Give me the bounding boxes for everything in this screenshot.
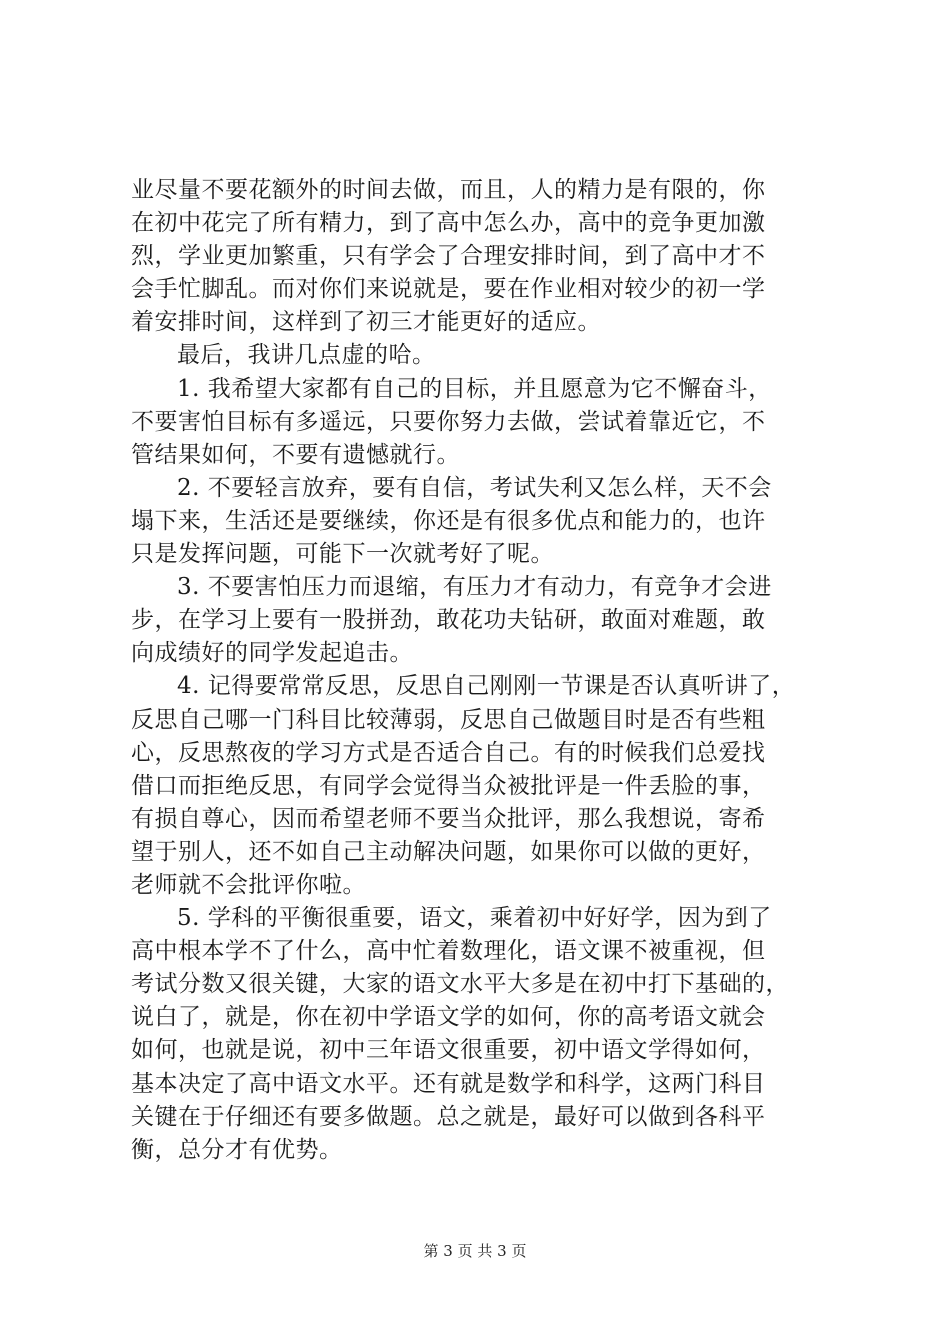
- text-line: 说白了，就是，你在初中学语文学的如何，你的高考语文就会: [131, 1004, 766, 1031]
- list-item-5-start: 5. 学科的平衡很重要，语文，乘着初中好好学，因为到了: [177, 905, 772, 932]
- text-line: 望于别人，还不如自己主动解决问题，如果你可以做的更好，: [131, 838, 766, 865]
- text-line: 管结果如何，不要有遗憾就行。: [131, 441, 460, 468]
- text-line: 如何，也就是说，初中三年语文很重要，初中语文学得如何，: [131, 1037, 766, 1064]
- list-item-3-start: 3. 不要害怕压力而退缩，有压力才有动力，有竞争才会进: [177, 574, 772, 601]
- text-line: 在初中花完了所有精力，到了高中怎么办，高中的竞争更加激: [131, 210, 766, 237]
- text-line: 关键在于仔细还有要多做题。总之就是，最好可以做到各科平: [131, 1103, 766, 1130]
- text-line: 烈，学业更加繁重，只有学会了合理安排时间，到了高中才不: [131, 243, 766, 270]
- text-line: 反思自己哪一门科目比较薄弱，反思自己做题目时是否有些粗: [131, 706, 766, 733]
- list-item-4-start: 4. 记得要常常反思，反思自己刚刚一节课是否认真听讲了，: [177, 673, 796, 700]
- page-footer: 第 3 页 共 3 页: [423, 1242, 527, 1260]
- text-line: 老师就不会批评你啦。: [131, 871, 366, 898]
- text-line: 会手忙脚乱。而对你们来说就是，要在作业相对较少的初一学: [131, 276, 766, 303]
- text-line: 着安排时间，这样到了初三才能更好的适应。: [131, 309, 601, 336]
- text-line: 塌下来，生活还是要继续，你还是有很多优点和能力的，也许: [131, 507, 766, 534]
- list-item-1-start: 1. 我希望大家都有自己的目标，并且愿意为它不懈奋斗，: [177, 375, 772, 402]
- text-line: 高中根本学不了什么，高中忙着数理化，语文课不被重视，但: [131, 938, 766, 965]
- text-line: 向成绩好的同学发起追击。: [131, 640, 413, 667]
- list-item-2-start: 2. 不要轻言放弃，要有自信，考试失利又怎么样，天不会: [177, 474, 772, 501]
- text-line: 不要害怕目标有多遥远，只要你努力去做，尝试着靠近它，不: [131, 408, 766, 435]
- text-line: 衡，总分才有优势。: [131, 1136, 343, 1163]
- text-line: 有损自尊心，因而希望老师不要当众批评，那么我想说，寄希: [131, 805, 766, 832]
- paragraph-start-line: 最后，我讲几点虚的哈。: [177, 342, 436, 369]
- text-line: 基本决定了高中语文水平。还有就是数学和科学，这两门科目: [131, 1070, 766, 1097]
- text-line: 业尽量不要花额外的时间去做，而且，人的精力是有限的，你: [131, 177, 766, 203]
- text-line: 考试分数又很关键，大家的语文水平大多是在初中打下基础的，: [131, 971, 789, 998]
- body-text: [131, 174, 827, 1167]
- text-line: 借口而拒绝反思，有同学会觉得当众被批评是一件丢脸的事，: [131, 772, 766, 799]
- text-line: 步，在学习上要有一股拼劲，敢花功夫钻研，敢面对难题，敢: [131, 607, 766, 634]
- text-line: 心，反思熬夜的学习方式是否适合自己。有的时候我们总爱找: [131, 739, 766, 766]
- text-line: 只是发挥问题，可能下一次就考好了呢。: [131, 541, 554, 568]
